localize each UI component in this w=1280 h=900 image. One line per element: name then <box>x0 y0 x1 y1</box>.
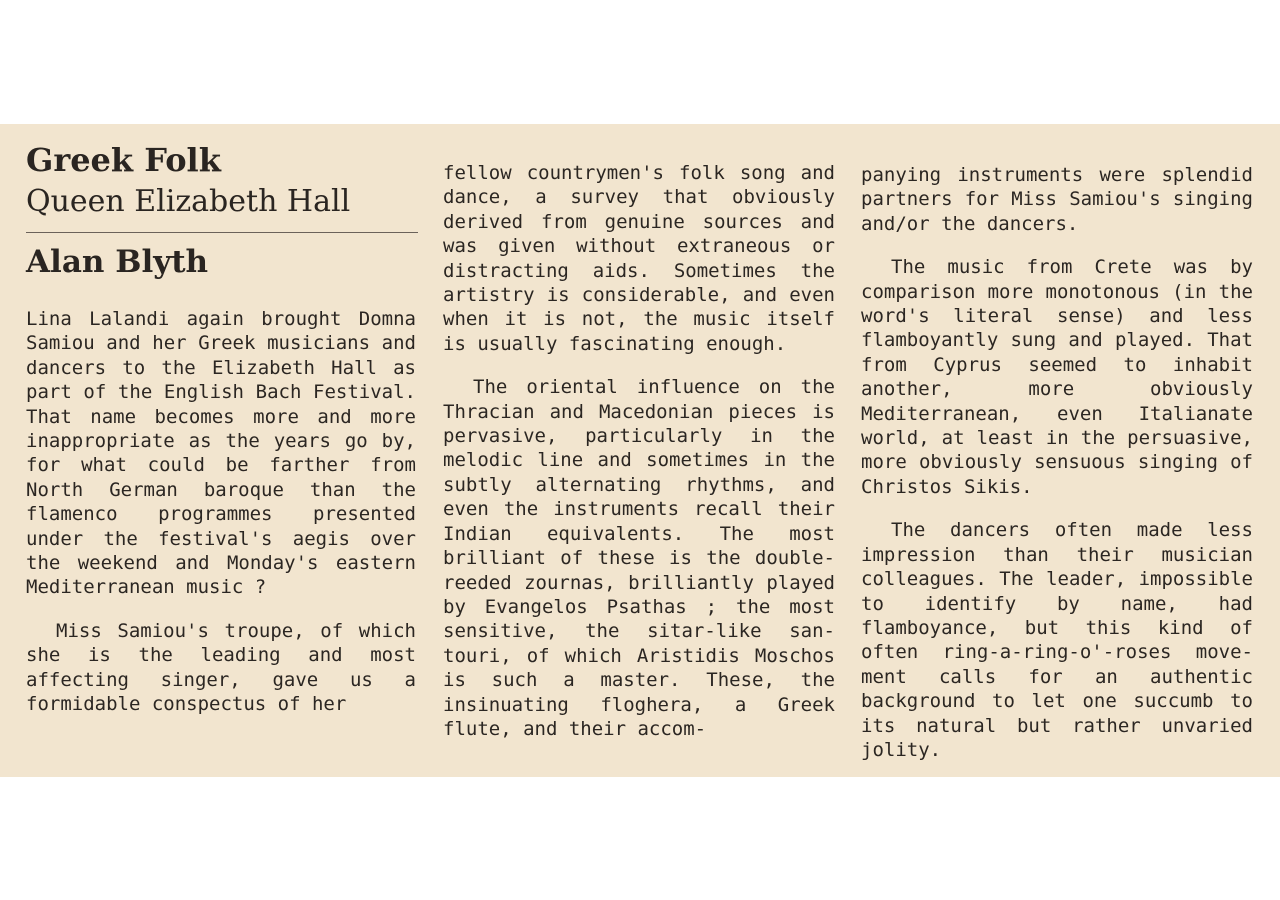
paragraph: panying instruments were splendid partners for Miss Samiou's singing and/or the dancers. <box>861 164 1253 235</box>
paragraph: fellow countrymen's folk song and dance, a survey that obviously derived from genuine sources and was given without extraneous or distracting aids. Sometimes the artistry is considerable, and even when it is not, the music itself is usually fascinating enough. <box>443 162 835 355</box>
paragraph: The music from Crete was by comparison more monotonous (in the word's literal sense) and less flamboyantly sung and played. That from Cyprus seemed to inhabit another, more obviously Mediterranean, even Italianate world, at least in the persuasive, more obviously sensuous singing of Christos Sikis. <box>861 256 1253 498</box>
newspaper-clipping <box>0 124 1280 777</box>
paragraph: The oriental influence on the Thracian and Macedonian pieces is pervasive, particularly in the melodic line and sometimes in the subtly alternating rhythms, and even the instruments recall their Indian equivalents. The most brilliant of these is the double-reeded zournas, brilliantly played by Evangelos Psathas ; the most sensitive, the sitar-like santouri, of which Aristidis Moschos is such a master. These, the insinuating floghera, a Greek flute, and their accom- <box>443 376 835 740</box>
headline: Greek Folk <box>26 141 221 179</box>
venue-title: Queen Elizabeth Hall <box>26 184 351 219</box>
paragraph: The dancers often made less impression than their musician colleagues. The leader, impossible to identify by name, had flamboyance, but this kind of often ring-a-ring-o'-roses movement calls for an authentic background to let one succumb to its natural but rather unvaried jolity. <box>861 519 1253 761</box>
column-3-text <box>861 144 1253 781</box>
column-1-text <box>26 288 416 736</box>
paragraph: Lina Lalandi again brought Domna Samiou and her Greek musicians and dancers to the Elizabeth Hall as part of the English Bach Festival. That name becomes more and more inappropriate as the years go by, for what could be farther from North German baroque than the flamenco programmes presented under the festival's aegis over the weekend and Monday's eastern Mediterranean music ? <box>26 308 416 599</box>
headline-rule <box>26 232 418 233</box>
paragraph: Miss Samiou's troupe, of which she is the leading and most affecting singer, gave us a formidable conspectus of her <box>26 619 416 716</box>
byline: Alan Blyth <box>26 244 209 280</box>
column-2-text <box>443 142 835 760</box>
